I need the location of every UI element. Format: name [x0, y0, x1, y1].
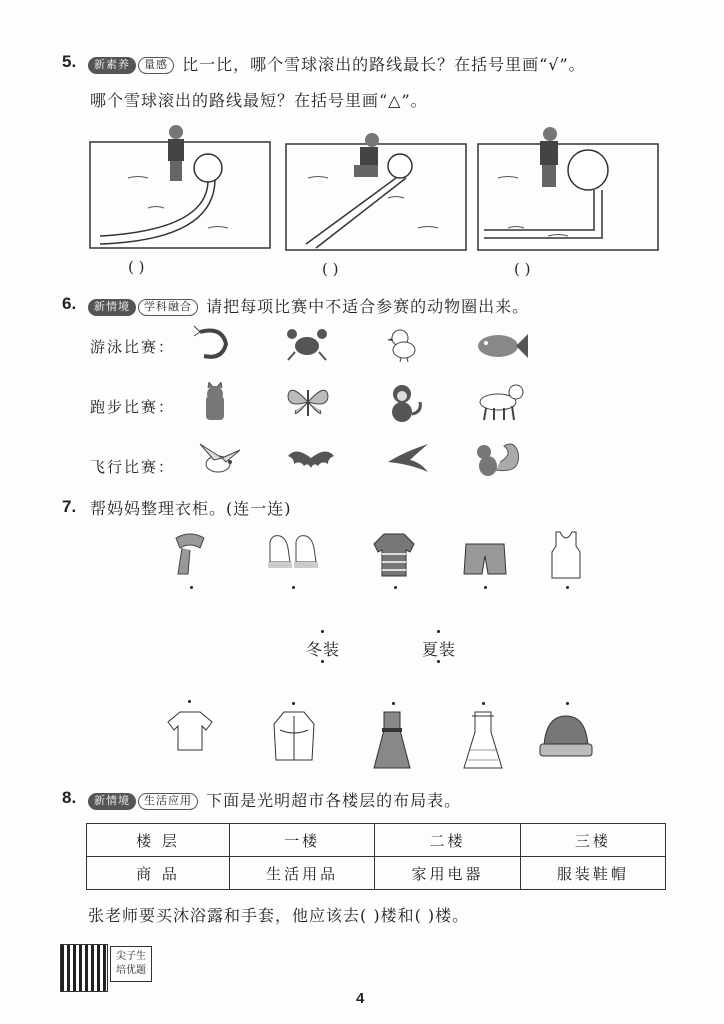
q8-tag-life-application: 生活应用: [138, 793, 198, 810]
winter-clothes-label: 冬装: [306, 640, 341, 659]
table-cell-goods-2: 家用电器: [375, 857, 520, 890]
winter-coat-icon[interactable]: [272, 710, 316, 764]
chick-icon[interactable]: [386, 326, 420, 362]
connect-dot-hat[interactable]: [566, 702, 569, 705]
q6-question: 请把每项比赛中不适合参赛的动物圈出来。: [206, 297, 530, 316]
table-cell-floor-2: 二楼: [375, 824, 520, 857]
connect-dot-winter-bottom[interactable]: [321, 660, 324, 663]
fly-race-label: 飞行比赛：: [90, 458, 176, 476]
child-figure-3: [540, 127, 558, 187]
tshirt-icon[interactable]: [166, 710, 214, 752]
q7-number: 7.: [62, 497, 77, 516]
connect-dot-shorts[interactable]: [484, 586, 487, 589]
child-figure-2: [354, 133, 379, 177]
child-figure-1: [168, 125, 184, 181]
qr-label-line-1: 尖子生: [116, 951, 146, 962]
scarf-icon[interactable]: [170, 530, 210, 578]
q5-question-1: 比一比，哪个雪球滚出的路线最长？在括号里画“√”。: [182, 55, 586, 74]
table-cell-floor-1: 一楼: [230, 824, 375, 857]
shorts-icon[interactable]: [462, 540, 508, 580]
connect-dot-summer-top[interactable]: [437, 630, 440, 633]
supermarket-floor-table: [86, 823, 666, 890]
table-row-floor: [87, 824, 666, 857]
q6-tag-new-context: 新情境: [88, 299, 136, 316]
q6-line: [88, 294, 529, 317]
butterfly-icon[interactable]: [286, 382, 330, 422]
connect-dot-scarf[interactable]: [190, 586, 193, 589]
connect-dot-sweater[interactable]: [394, 586, 397, 589]
bird-icon[interactable]: [194, 440, 244, 480]
summer-clothes-label: 夏装: [422, 640, 457, 659]
q5-line1: [88, 52, 586, 75]
dress-1-icon[interactable]: [372, 710, 412, 772]
table-cell-goods-1: 生活用品: [230, 857, 375, 890]
swim-race-label: 游泳比赛：: [90, 338, 176, 356]
crab-icon[interactable]: [286, 324, 328, 364]
swallow-icon[interactable]: [384, 442, 430, 476]
fish-icon[interactable]: [474, 326, 530, 364]
table-row-goods: [87, 857, 666, 890]
shrimp-icon[interactable]: [192, 322, 234, 364]
connect-dot-coat[interactable]: [292, 702, 295, 705]
snowball-box-2: [286, 133, 466, 250]
page-number: 4: [356, 990, 365, 1007]
q8-tag-new-context: 新情境: [88, 793, 136, 810]
q8-number: 8.: [62, 788, 77, 807]
q5-answer-paren-1[interactable]: ( ): [128, 258, 145, 276]
q5-answer-paren-3[interactable]: ( ): [514, 260, 531, 278]
connect-dot-winter-top[interactable]: [321, 630, 324, 633]
q7-question: 帮妈妈整理衣柜。(连一连): [90, 499, 292, 518]
qr-code[interactable]: [60, 944, 108, 992]
dress-2-icon[interactable]: [462, 710, 504, 772]
q5-number: 5.: [62, 52, 77, 71]
connect-dot-summer-bottom[interactable]: [437, 660, 440, 663]
q5-tag-measure: 量感: [138, 57, 174, 74]
qr-label-box: [110, 946, 152, 982]
table-header-goods: 商 品: [87, 857, 230, 890]
monkey-icon[interactable]: [384, 382, 424, 424]
q6-number: 6.: [62, 294, 77, 313]
q6-tag-interdisciplinary: 学科融合: [138, 299, 198, 316]
cat-icon[interactable]: [200, 382, 230, 422]
connect-dot-dress-1[interactable]: [392, 702, 395, 705]
q8-fill-in-question[interactable]: 张老师要买沐浴露和手套，他应该去( )楼和( )楼。: [88, 906, 470, 925]
bat-icon[interactable]: [286, 442, 336, 478]
tank-top-icon[interactable]: [548, 530, 584, 582]
squirrel-icon[interactable]: [470, 438, 524, 480]
q8-line: [88, 788, 461, 811]
q5-answer-paren-2[interactable]: ( ): [322, 260, 339, 278]
table-cell-goods-3: 服装鞋帽: [520, 857, 665, 890]
run-race-label: 跑步比赛：: [90, 398, 176, 416]
q5-tag-new-literacy: 新素养: [88, 57, 136, 74]
dog-icon[interactable]: [472, 380, 528, 422]
mittens-icon[interactable]: [264, 532, 322, 574]
qr-label-line-2: 培优题: [116, 965, 146, 976]
snowball-box-1: [90, 125, 270, 248]
snowball-box-3: [478, 127, 658, 250]
table-cell-floor-3: 三楼: [520, 824, 665, 857]
q8-question: 下面是光明超市各楼层的布局表。: [206, 791, 462, 810]
snowball-paths-figure: [88, 118, 678, 258]
connect-dot-dress-2[interactable]: [482, 702, 485, 705]
connect-dot-mittens[interactable]: [292, 586, 295, 589]
q5-question-2: 哪个雪球滚出的路线最短？在括号里画“△”。: [90, 91, 428, 110]
knit-hat-icon[interactable]: [538, 712, 594, 760]
table-header-floor: 楼 层: [87, 824, 230, 857]
connect-dot-tank-top[interactable]: [566, 586, 569, 589]
connect-dot-tshirt[interactable]: [188, 700, 191, 703]
sweater-icon[interactable]: [372, 530, 416, 580]
